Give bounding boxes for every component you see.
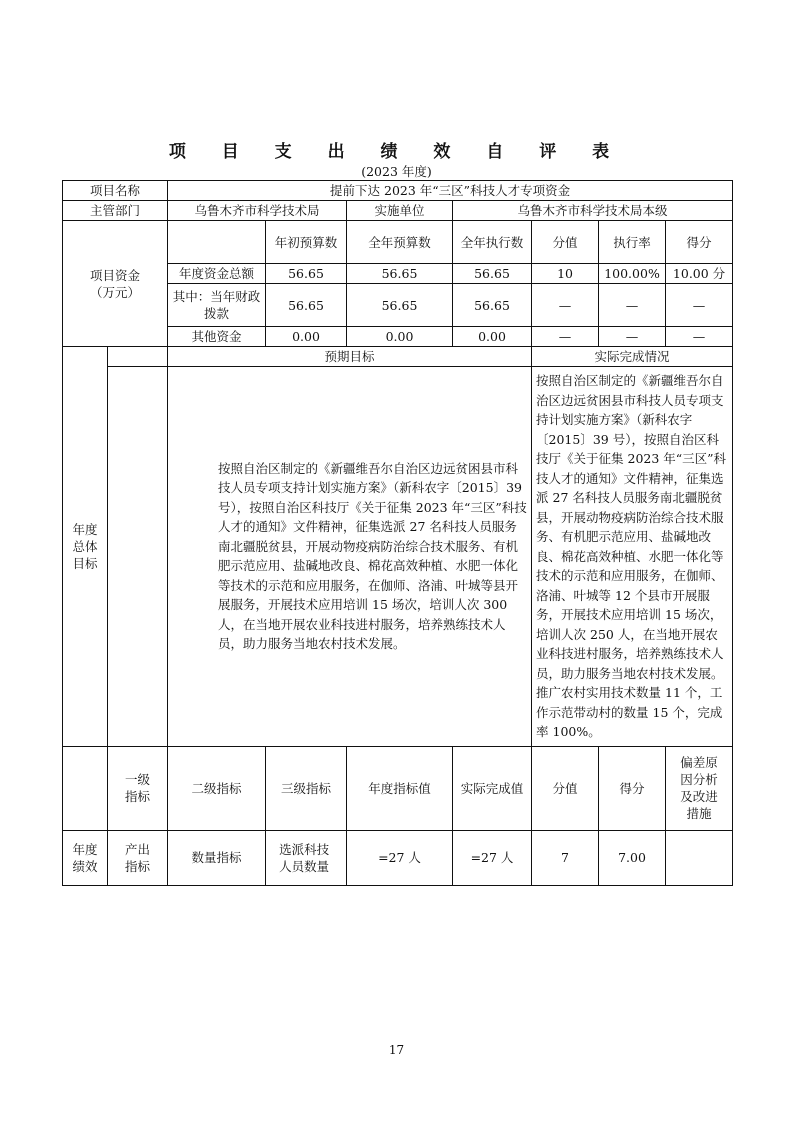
funds-cell: 56.65 (453, 264, 532, 284)
goals-header-blank (108, 347, 168, 367)
performance-header-cell: 年度指标值 (347, 746, 453, 830)
performance-header-cell: 二级指标 (168, 746, 266, 830)
funds-cell: 10.00 分 (666, 264, 733, 284)
deviation-analysis (666, 830, 733, 885)
expected-goal-text: 按照自治区制定的《新疆维吾尔自治区边远贫困县市科技人员专项支持计划实施方案》（新科农字〔2015〕39号），按照自治区科技厅《关于征集 2023 年“三区”科技人才的通知》文件精神，征集选派 27 名科技人员服务南北疆脱贫县，开展动物疫病防治综合技术服务、有机肥示范应用、盐碱地改良、棉花高效种植、水肥一体化等技术的示范和应用服务，在伽师、洛浦、叶城等县开展服务，开展技术应用培训 15 场次，培训人次 300 人，在当地开展农业科技进村服务，培养熟练技术人员，助力服务当地农村技术发展。 (168, 367, 532, 747)
performance-row (63, 830, 733, 885)
performance-header-row (63, 746, 733, 830)
goals-content-row (63, 367, 733, 747)
department-row (63, 201, 733, 221)
funds-cell: 0.00 (453, 327, 532, 347)
funds-header-cell: 全年执行数 (453, 221, 532, 264)
funds-cell: — (599, 284, 666, 327)
funds-cell: — (666, 327, 733, 347)
funds-header-cell: 执行率 (599, 221, 666, 264)
funds-header-row (63, 221, 733, 264)
funds-header-cell: 分值 (532, 221, 599, 264)
actual-completion-header: 实际完成情况 (532, 347, 733, 367)
funds-header-cell: 年初预算数 (266, 221, 347, 264)
department-label: 主管部门 (63, 201, 168, 221)
performance-header-cell: 偏差原因分析及改进措施 (666, 746, 733, 830)
performance-header-cell: 得分 (599, 746, 666, 830)
goals-section-label: 年度总体目标 (63, 347, 108, 747)
actual-completion-text: 按照自治区制定的《新疆维吾尔自治区边远贫困县市科技人员专项支持计划实施方案》（新科农字〔2015〕39 号），按照自治区科技厅《关于征集 2023 年“三区”科技人才的通知》文件精神，征集选派 27 名科技人员服务南北疆脱贫县，开展动物疫病防治综合技术服务、有机肥示范应用、盐碱地改良、棉花高效种植、水肥一体化等技术的示范和应用服务，在伽师、洛浦、叶城等 12 个县市开展服务，开展技术应用培训 15 场次，培训人次 250 人，在当地开展农业科技进村服务，培养熟练技术人员，助力服务当地农村技术发展。推广农村实用技术数量 11 个，工作示范带动村的数量 15 个，完成率 100%。 (532, 367, 733, 747)
funds-unit-label: （万元） (90, 284, 141, 300)
annual-target-value: =27 人 (347, 830, 453, 885)
funds-cell: 100.00% (599, 264, 666, 284)
funds-row-label: 其中：当年财政拨款 (168, 284, 266, 327)
level3-indicator: 选派科技人员数量 (266, 830, 347, 885)
funds-cell: 0.00 (347, 327, 453, 347)
performance-header-cell: 实际完成值 (453, 746, 532, 830)
funds-header-blank (168, 221, 266, 264)
performance-section-label: 年度绩效 (63, 830, 108, 885)
year-subtitle: (2023 年度) (361, 164, 432, 179)
funds-cell: — (532, 327, 599, 347)
funds-cell: — (599, 327, 666, 347)
funds-label: 项目资金 (90, 267, 141, 283)
performance-header-cell: 分值 (532, 746, 599, 830)
funds-section-label (63, 221, 168, 347)
funds-cell: 56.65 (266, 264, 347, 284)
expected-goal-header: 预期目标 (168, 347, 532, 367)
page-number: 17 (388, 1043, 405, 1057)
implementing-unit-label: 实施单位 (347, 201, 453, 221)
goals-header-row (63, 347, 733, 367)
funds-row-label: 年度资金总额 (168, 264, 266, 284)
department-value: 乌鲁木齐市科学技术局 (168, 201, 347, 221)
project-name-label: 项目名称 (63, 181, 168, 201)
funds-cell: — (666, 284, 733, 327)
project-name-value: 提前下达 2023 年“三区”科技人才专项资金 (168, 181, 733, 201)
implementing-unit-value: 乌鲁木齐市科学技术局本级 (453, 201, 733, 221)
funds-cell: 56.65 (453, 284, 532, 327)
score-value: 7 (532, 830, 599, 885)
page-title: 项 目 支 出 绩 效 自 评 表 (168, 142, 625, 162)
performance-header-cell: 三级指标 (266, 746, 347, 830)
funds-cell: — (532, 284, 599, 327)
funds-cell: 56.65 (347, 284, 453, 327)
funds-row-label: 其他资金 (168, 327, 266, 347)
goals-content-blank (108, 367, 168, 747)
performance-header-blank (63, 746, 108, 830)
funds-header-cell: 得分 (666, 221, 733, 264)
funds-cell: 0.00 (266, 327, 347, 347)
performance-header-cell: 一级指标 (108, 746, 168, 830)
funds-cell: 56.65 (266, 284, 347, 327)
level1-indicator: 产出指标 (108, 830, 168, 885)
project-name-row (63, 181, 733, 201)
score: 7.00 (599, 830, 666, 885)
level2-indicator: 数量指标 (168, 830, 266, 885)
funds-cell: 56.65 (347, 264, 453, 284)
funds-header-cell: 全年预算数 (347, 221, 453, 264)
actual-completed-value: =27 人 (453, 830, 532, 885)
funds-cell: 10 (532, 264, 599, 284)
self-evaluation-table (62, 180, 733, 886)
